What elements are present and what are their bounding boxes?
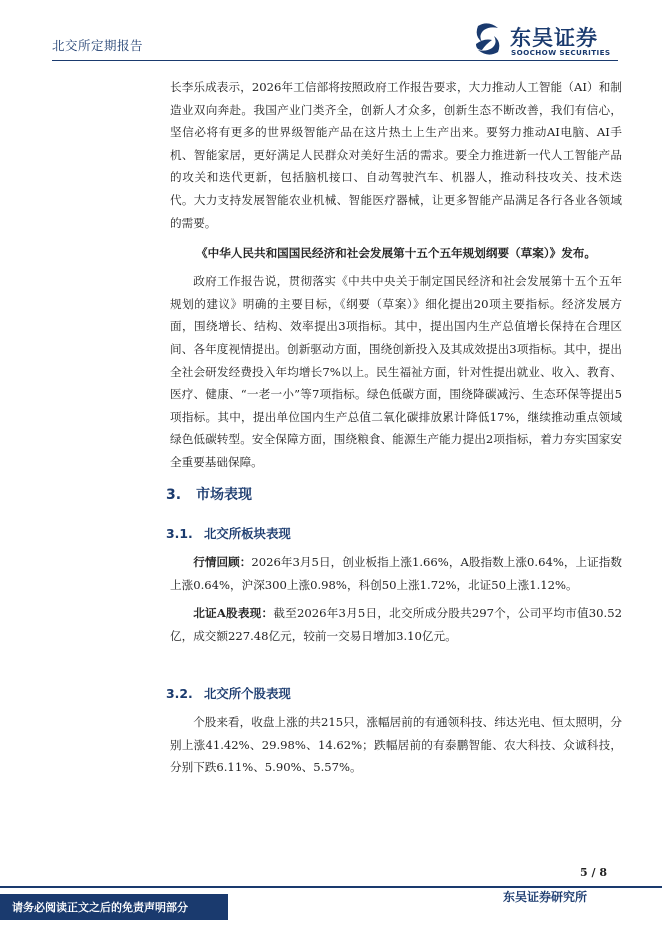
market-review-block [170, 551, 622, 596]
stocks-paragraph: 个股来看，收盘上涨的共215只，涨幅居前的有通领科技、纬达光电、恒太照明，分别上涨41.42%、29.98%、14.62%；跌幅居前的有泰鹏智能、农大科技、众诚科技，分别下跌6.11%、5.90%、5.57%。 [170, 715, 622, 775]
section-heading-market [166, 484, 252, 504]
logo-chinese-text: 东吴证券 [510, 26, 598, 50]
market-review-paragraph [170, 551, 622, 596]
section-title: 市场表现 [196, 487, 252, 503]
subsection-heading-stocks [166, 684, 291, 702]
stocks-block [170, 711, 622, 779]
main-content [170, 76, 622, 474]
subsection-title: 北交所板块表现 [204, 526, 291, 541]
brand-logo [470, 22, 620, 56]
policy-headline: 《中华人民共和国国民经济和社会发展第十五个五年规划纲要（草案）》发布。 [196, 246, 596, 261]
soochow-logo-icon [470, 22, 506, 56]
paragraph-ai-manufacturing: 长李乐成表示，2026年工信部将按照政府工作报告要求，大力推动人工智能（AI）和制造业双向奔赴。我国产业门类齐全，创新人才众多，创新生态不断改善，我们有信心，坚信必将有更多的世界级智能产品在这片热土上生产出来。要努力推动AI电脑、AI手机、智能家居，更好满足人民群众对美好生活的需求。要全力推进新一代人工智能产品的攻关和迭代更新，包括脑机接口、自动驾驶汽车、机器人，推动科技攻关、技术迭代。大力支持发展智能农业机械、智能医疗器械，让更多智能产品满足各行各业各领域的需要。 [170, 80, 622, 230]
bz-a-share-paragraph [170, 602, 622, 647]
section-number: 3. [166, 487, 182, 503]
bz-a-share-block [170, 602, 622, 647]
research-institute-name: 东吴证券研究所 [503, 890, 588, 904]
bz-a-share-text: 截至2026年3月5日，北交所成分股共297个，公司平均市值30.52亿，成交额227.48亿元，较前一交易日增加3.10亿元。 [170, 606, 622, 643]
page-number: 5 / 8 [580, 866, 607, 879]
header-divider [52, 60, 618, 61]
subsection-number: 3.1. [166, 526, 193, 541]
subsection-number: 3.2. [166, 686, 193, 701]
logo-english-text: SOOCHOW SECURITIES [511, 48, 611, 57]
subsection-heading-board [166, 524, 291, 542]
market-review-text: 2026年3月5日，创业板指上涨1.66%，A股指数上涨0.64%，上证指数上涨0.64%，沪深300上涨0.98%，科创50上涨1.72%，北证50上涨1.12%。 [170, 555, 622, 592]
report-type-title: 北交所定期报告 [52, 38, 144, 53]
page-header [0, 0, 662, 68]
bz-a-share-label: 北证A股表现： [193, 606, 274, 620]
disclaimer-text: 请务必阅读正文之后的免责声明部分 [12, 901, 188, 914]
subsection-title: 北交所个股表现 [204, 686, 291, 701]
paragraph-five-year-plan: 政府工作报告说，贯彻落实《中共中央关于制定国民经济和社会发展第十五个五年规划的建议》明确的主要目标，《纲要（草案）》细化提出20项主要指标。经济发展方面，围绕增长、结构、效率提出3项指标。其中，提出国内生产总值增长保持在合理区间、各年度视情提出。创新驱动方面，围绕创新投入及其成效提出3项指标。其中，提出全社会研发经费投入年均增长7%以上。民生福祉方面，针对性提出就业、收入、教育、医疗、健康、“一老一小”等7项指标。绿色低碳方面，围绕降碳减污、生态环保等提出5项指标。其中，提出单位国内生产总值二氧化碳排放累计降低17%，继续推动重点领域绿色低碳转型。安全保障方面，围绕粮食、能源生产能力提出2项指标，着力夯实国家安全重要基础保障。 [170, 274, 622, 469]
market-review-label: 行情回顾： [193, 555, 252, 569]
